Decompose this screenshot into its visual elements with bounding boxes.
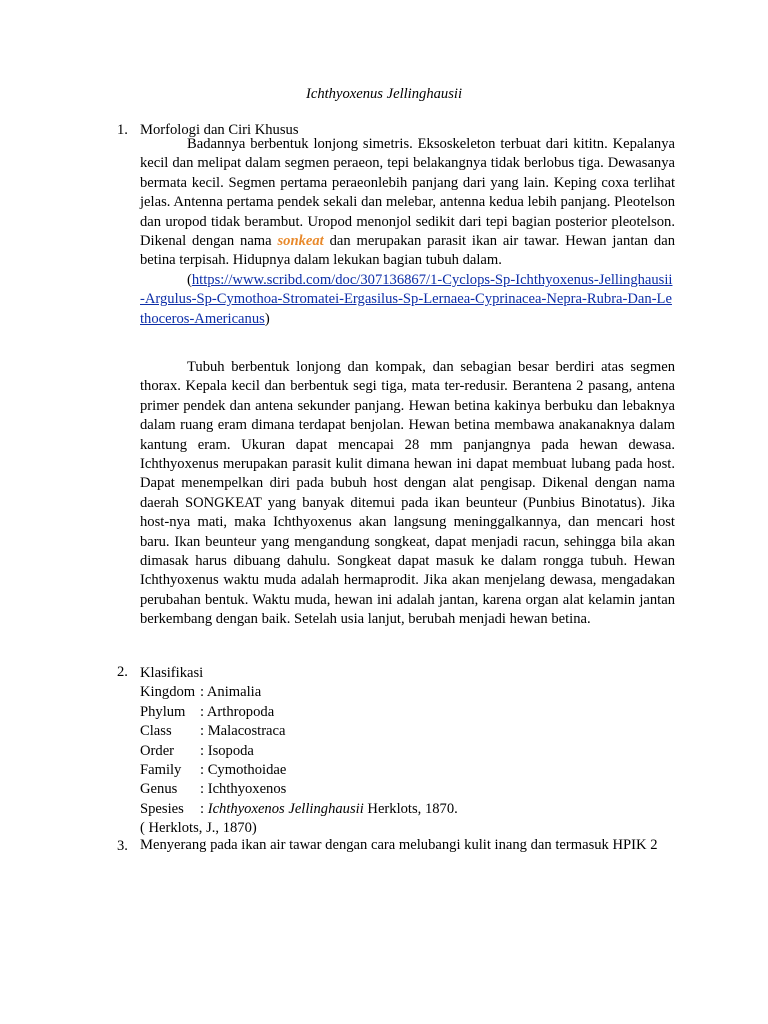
row-value: : Malacostraca <box>200 723 286 740</box>
classification-row <box>140 722 458 741</box>
classification-row-spesies <box>140 800 458 819</box>
row-value: : Cymothoidae <box>200 761 287 778</box>
species-name: Ichthyoxenos Jellinghausii <box>207 800 364 817</box>
section-1-paragraph-1 <box>140 135 675 329</box>
section-2-number: 2. <box>117 664 128 680</box>
section-2-heading: Klasifikasi <box>140 665 204 681</box>
section-1-number: 1. <box>117 122 128 138</box>
paragraph-2-text: Tubuh berbentuk lonjong dan kompak, dan sebagian besar berdiri atas segmen thorax. Kepala kecil dan berbentuk segi tiga, mata ter-redusir. Berantena 2 pasang, antena primer pendek dan antena sekunder panjang. Hewan betina kakinya berbuku dan lebaknya dalam ruang eram dimana terdapat benjolan. Hewan betina membawa anakanaknya dalam kantung eram. Ukuran dapat mencapai 28 mm panjangnya pada hewan dewasa. Ichthyoxenus merupakan parasit kulit dimana hewan ini dapat membuat lubang pada host. Dapat menempelkan diri pada bubuh host dengan alat pengisap. Dikenal dengan nama daerah SONGKEAT yang banyak ditemui pada ikan beunteur (Punbius Binotatus). Jika host-nya mati, maka Ichthyoxenus akan langsung meninggalkannya, dan mencari host baru. Ikan beunteur yang mengandung songkeat, dapat menjadi racun, sehingga bila akan dimasak harus dibuang dahulu. Songkeat dapat masuk ke dalam rongga tubuh. Hewan Ichthyoxenus waktu muda adalah hermaprodit. Jika akan menjelang dewasa, mengadakan perubahan bentuk. Waktu muda, hewan ini adalah jantan, karena organ alat kelamin jantan berkembang dengan baik. Setelah usia lanjut, berubah menjadi hewan betina. <box>140 359 675 628</box>
paragraph-1-text-a: Badannya berbentuk lonjong simetris. Eksoskeleton terbuat dari kititn. Kepalanya kecil dan melipat dalam segmen peraeon, tepi belakangnya tidak berlobus tiga. Dewasanya bermata kecil. Segmen pertama peraeonlebih panjang dari yang lain. Keping coxa terlihat jelas. Antenna pertama pendek sekali dan melebar, antenna kedua lebih panjang. Pleotelson dan uropod tidak berambut. Uropod menonjol sedikit dari tepi bagian posterior pleotelson. Dikenal dengan nama <box>140 136 675 250</box>
link-open-paren: ( <box>187 271 192 288</box>
section-1-paragraph-2 <box>140 358 675 630</box>
section-1-heading: Morfologi dan Ciri Khusus <box>140 122 299 138</box>
classification-row <box>140 683 458 702</box>
row-label: Family <box>140 761 182 778</box>
classification-citation: ( Herklots, J., 1870) <box>140 820 257 837</box>
row-label: Spesies <box>140 800 184 817</box>
row-colon: : <box>200 800 205 817</box>
paragraph-1-text-b: dan merupakan parasit ikan air tawar. Hewan jantan dan betina terpisah. Hidupnya dalam lekukan bagian tubuh dalam. <box>140 233 675 269</box>
row-label: Order <box>140 742 175 759</box>
link-close-paren: ) <box>264 310 270 327</box>
row-label: Kingdom <box>140 684 196 701</box>
classification-row <box>140 703 458 722</box>
sonkeat-highlight: sonkeat <box>277 233 324 250</box>
classification-row <box>140 742 458 761</box>
row-value: : Arthropoda <box>200 703 275 720</box>
classification-row <box>140 780 458 799</box>
source-citation <box>140 271 675 329</box>
scribd-source-link[interactable]: https://www.scribd.com/doc/307136867/1-Cyclops-Sp-Ichthyoxenus-Jellinghausii-Argulus-Sp-Cymothoa-Stromatei-Ergasilus-Sp-Lernaea-Cyprinacea-Nepra-Rubra-Dan-Lethoceros-Americanus <box>140 271 673 327</box>
species-author: Herklots, 1870. <box>367 800 458 817</box>
row-label: Genus <box>140 781 178 798</box>
row-value: : Animalia <box>200 684 262 701</box>
row-value: : Isopoda <box>200 742 254 759</box>
row-label: Class <box>140 723 172 740</box>
classification-block <box>140 664 458 839</box>
document-title: Ichthyoxenus Jellinghausii <box>305 86 463 102</box>
row-value: : Ichthyoxenos <box>200 781 287 798</box>
classification-row <box>140 761 458 780</box>
section-3-text: Menyerang pada ikan air tawar dengan cara melubangi kulit inang dan termasuk HPIK 2 <box>140 837 658 853</box>
row-label: Phylum <box>140 703 186 720</box>
section-3-number: 3. <box>117 838 128 854</box>
